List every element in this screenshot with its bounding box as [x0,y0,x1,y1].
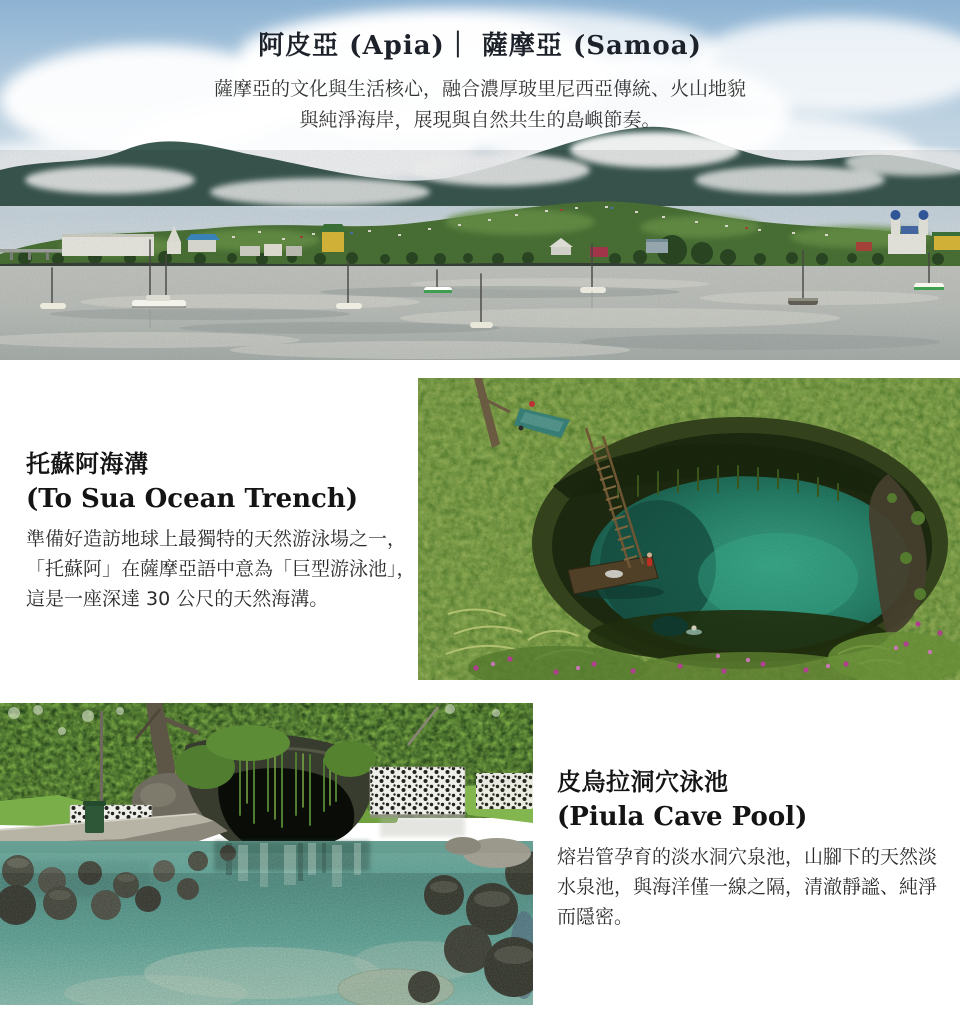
description-line: 準備好造訪地球上最獨特的天然游泳場之一， [26,528,407,550]
trash-bin [83,801,106,833]
to-sua-description [26,524,434,614]
piula-text-block [557,765,955,932]
description-line: 這是一座深達 30 公尺的天然海溝。 [26,588,329,610]
to-sua-title-en: (To Sua Ocean Trench) [26,484,359,514]
piula-cave-pool-photo [0,703,533,1005]
piula-title-zh: 皮烏拉洞穴泳池 [557,767,729,796]
piula-description [557,842,955,932]
description-line: 熔岩管孕育的淡水洞穴泉池，山腳下的天然淡 [557,846,938,868]
page-title: 阿皮亞 (Apia)｜ 薩摩亞 (Samoa) [258,31,702,61]
to-sua-title-zh: 托蘇阿海溝 [26,449,149,478]
description-line: 水泉池，與海洋僅一線之隔，清澈靜謐、純淨 [557,876,938,898]
pole [100,711,103,811]
hero-subtitle-line-1: 薩摩亞的文化與生活核心，融合濃厚玻里尼西亞傳統、火山地貌 [213,78,746,100]
description-line: 而隱密。 [557,906,634,928]
hero-subtitle-line-2: 與純淨海岸，展現與自然共生的島嶼節奏。 [299,109,661,131]
description-line: 「托蘇阿」在薩摩亞語中意為「巨型游泳池」， [26,558,416,580]
to-sua-text-block [26,447,434,614]
to-sua-ocean-trench-photo [418,378,960,680]
piula-title-en: (Piula Cave Pool) [557,802,808,832]
